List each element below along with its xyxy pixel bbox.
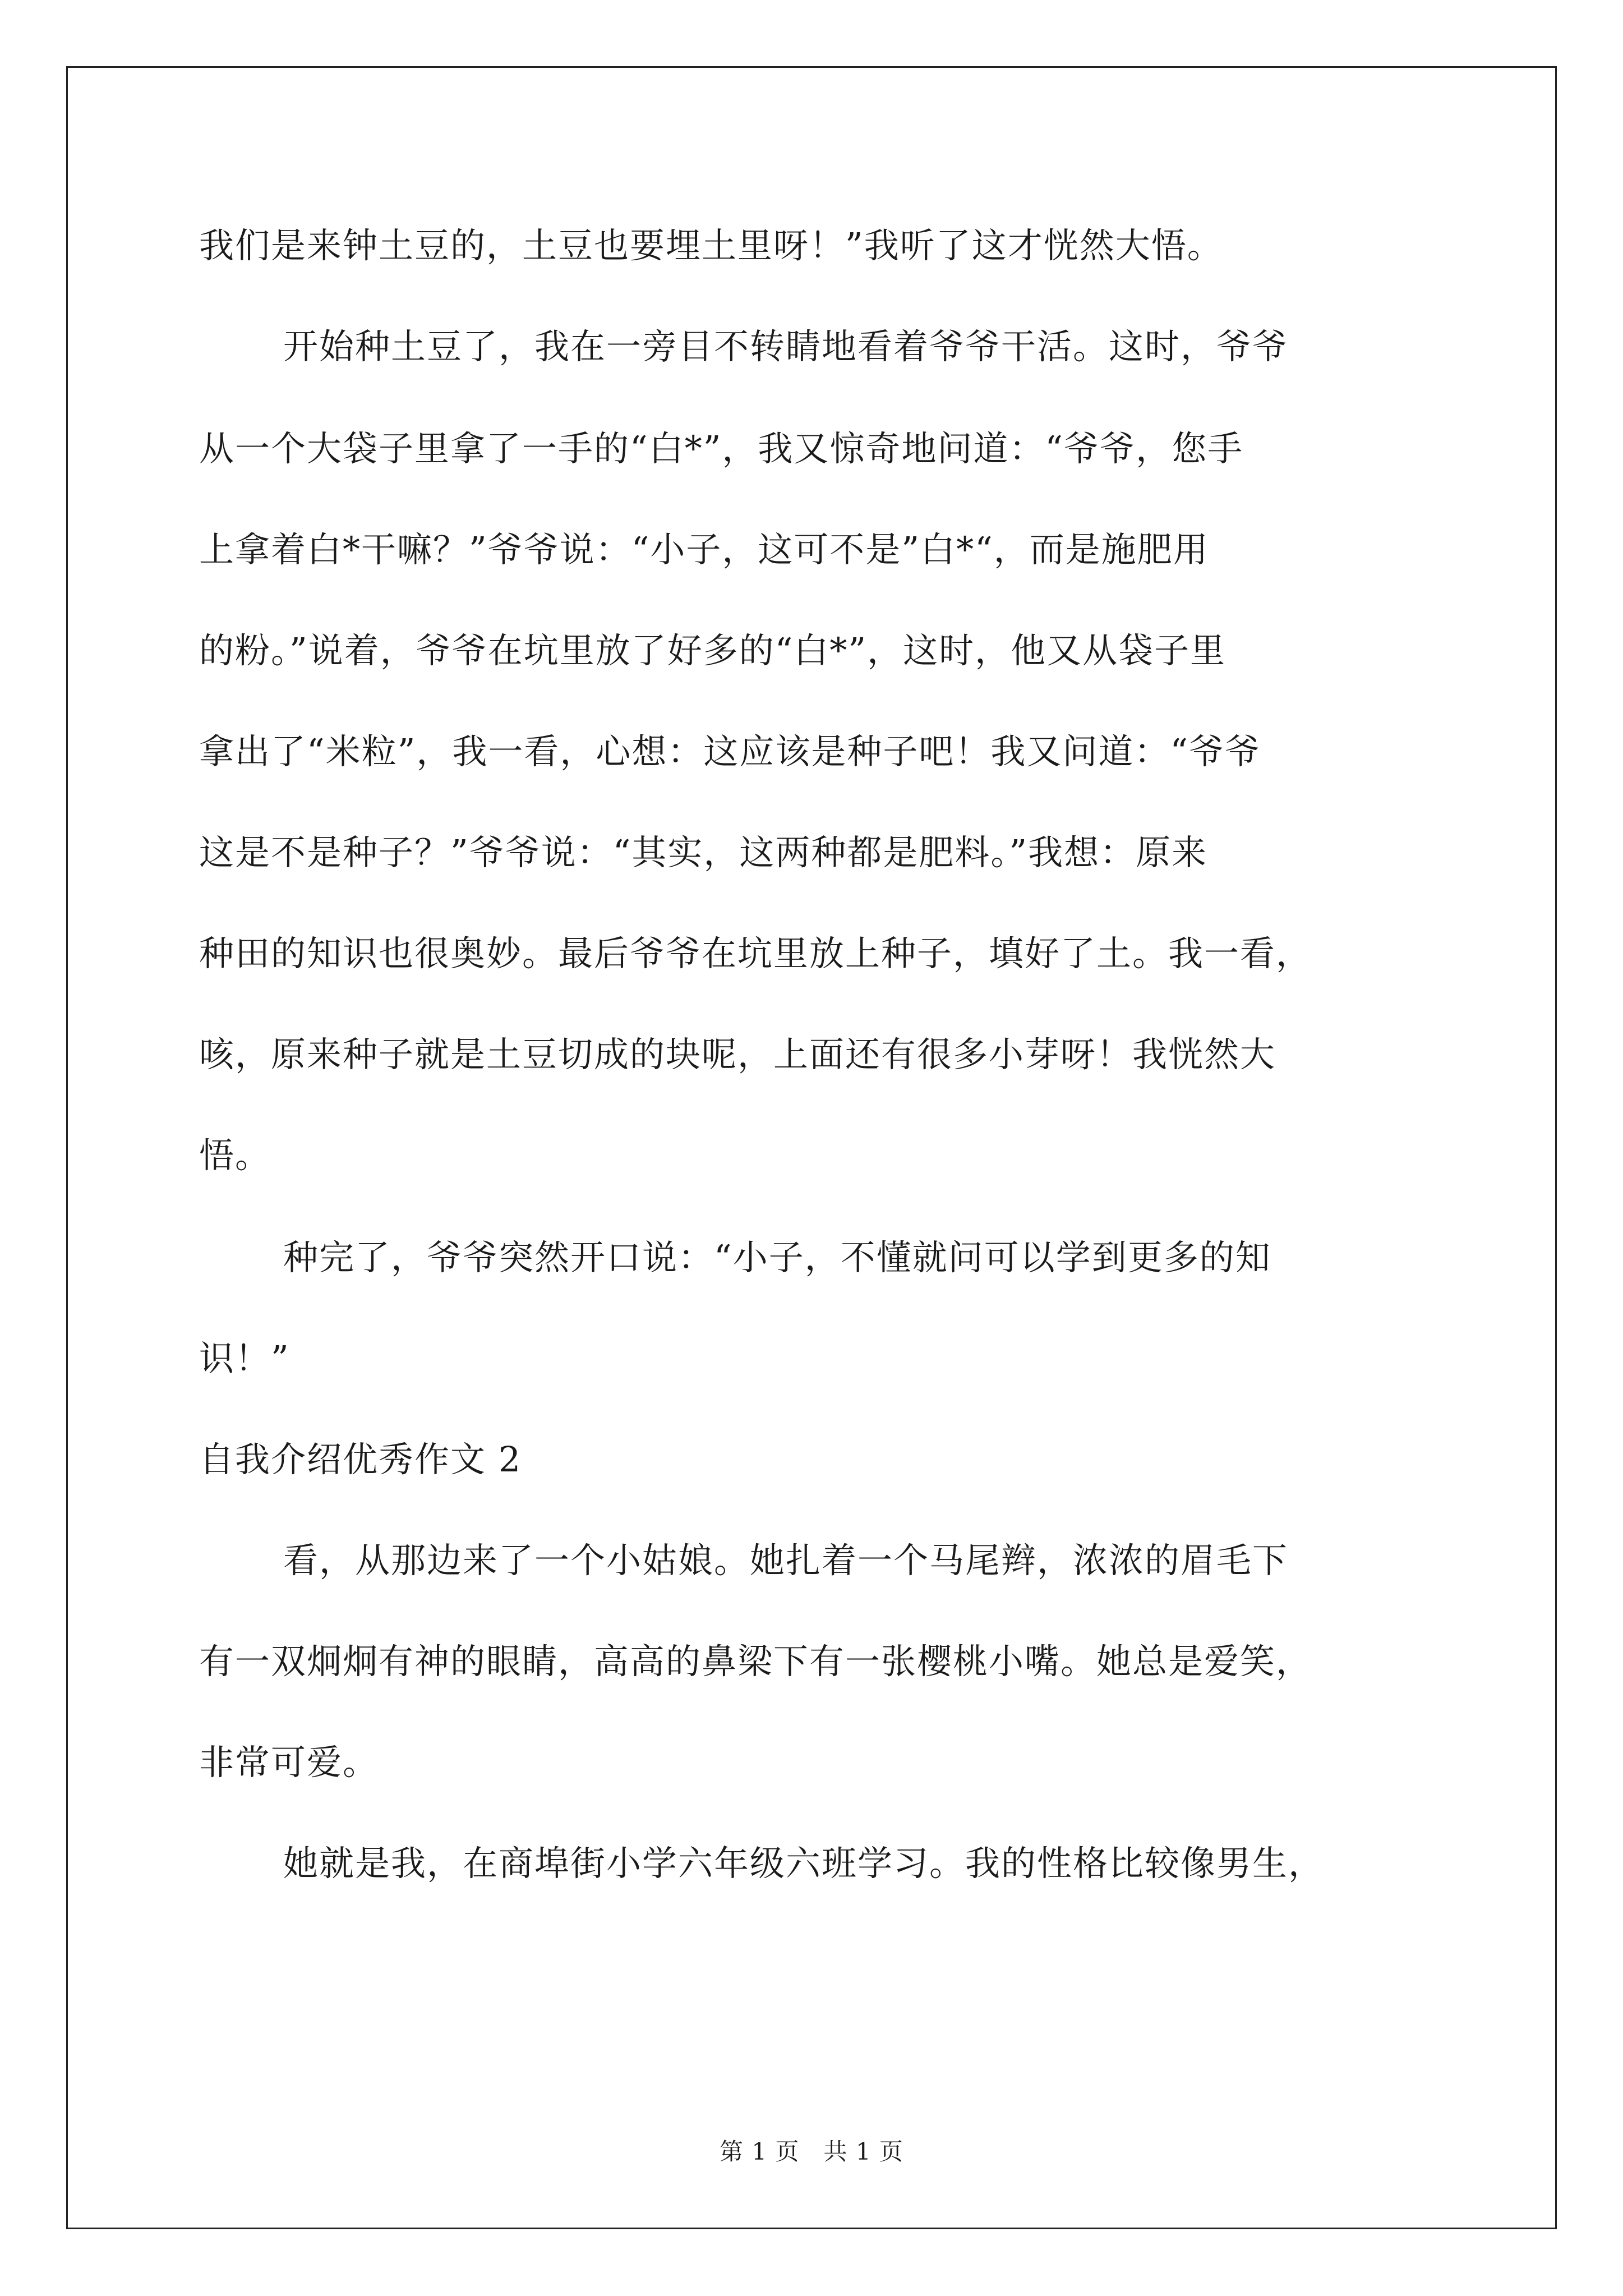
section-heading: 自我介绍优秀作文 2	[199, 1439, 522, 1480]
text-line-1: 我们是来钟土豆的，土豆也要埋土里呀！”我听了这才恍然大悟。	[199, 225, 1223, 266]
text-line-16: 她就是我，在商埠街小学六年级六班学习。我的性格比较像男生，	[283, 1843, 1325, 1884]
page-border	[66, 66, 1557, 2229]
text-line-12: 识！”	[199, 1338, 290, 1379]
text-line-2: 开始种土豆了，我在一旁目不转睛地看着爷爷干活。这时，爷爷	[283, 326, 1289, 367]
text-line-8: 种田的知识也很奥妙。最后爷爷在坑里放上种子，填好了土。我一看，	[199, 933, 1312, 974]
text-line-10: 悟。	[199, 1135, 271, 1176]
text-line-9: 咳，原来种子就是土豆切成的块呢，上面还有很多小芽呀！我恍然大	[199, 1034, 1276, 1075]
text-line-6: 拿出了“米粒”，我一看，心想：这应该是种子吧！我又问道：“爷爷	[199, 731, 1261, 772]
text-line-5: 的粉。”说着，爷爷在坑里放了好多的“白*”，这时，他又从袋子里	[199, 630, 1227, 671]
text-line-7: 这是不是种子？”爷爷说：“其实，这两种都是肥料。”我想：原来	[199, 832, 1208, 873]
text-line-15: 非常可爱。	[199, 1742, 379, 1783]
text-line-3: 从一个大袋子里拿了一手的“白*”，我又惊奇地问道：“爷爷，您手	[199, 428, 1244, 469]
text-line-14: 有一双炯炯有神的眼睛，高高的鼻梁下有一张樱桃小嘴。她总是爱笑，	[199, 1641, 1312, 1682]
text-line-4: 上拿着白*干嘛？”爷爷说：“小子，这可不是”白*“，而是施肥用	[199, 529, 1209, 570]
text-line-11: 种完了，爷爷突然开口说：“小子，不懂就问可以学到更多的知	[283, 1237, 1271, 1278]
page-footer: 第 1 页 共 1 页	[720, 2138, 903, 2165]
text-line-13: 看，从那边来了一个小姑娘。她扎着一个马尾辫，浓浓的眉毛下	[283, 1540, 1289, 1581]
